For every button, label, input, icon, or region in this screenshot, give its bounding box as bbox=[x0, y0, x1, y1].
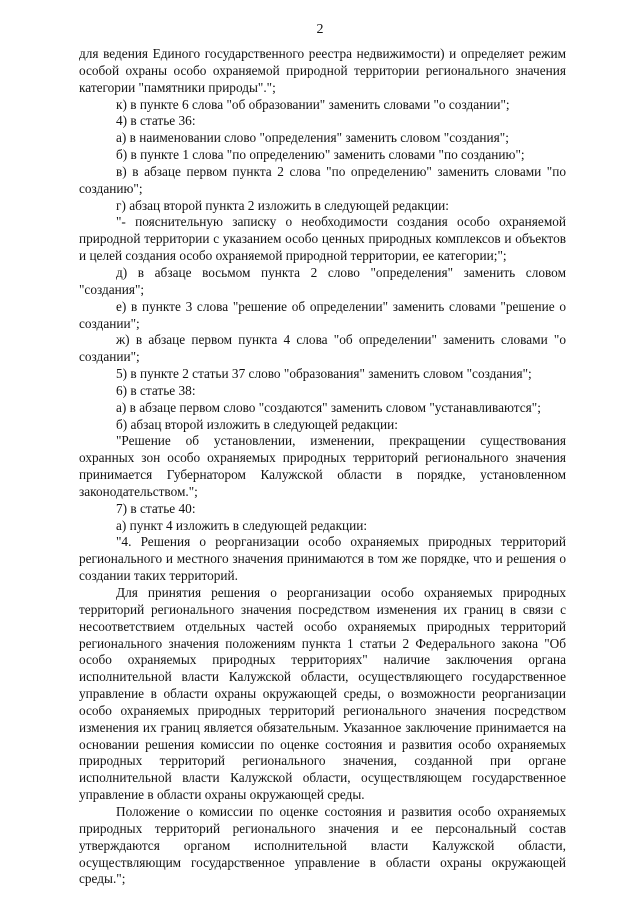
paragraph: а) пункт 4 изложить в следующей редакции: bbox=[116, 517, 368, 533]
paragraph: е) в пункте 3 слова "решение об определении" заменить словами "решение о создании"; bbox=[79, 298, 566, 331]
paragraph: ж) в абзаце первом пункта 4 слова "об определении" заменить словами "о создании"; bbox=[79, 332, 566, 365]
paragraph: 6) в статье 38: bbox=[116, 382, 196, 398]
document-body bbox=[79, 46, 566, 888]
paragraph: а) в абзаце первом слово "создаются" заменить словом "устанавливаются"; bbox=[116, 399, 541, 415]
paragraph: для ведения Единого государственного реестра недвижимости) и определяет режим особой охраны особо охраняемой природной территории регионального значения категории "памятники природы"."; bbox=[79, 46, 566, 95]
paragraph: 5) в пункте 2 статьи 37 слово "образования" заменить словом "создания"; bbox=[116, 366, 532, 382]
paragraph: 7) в статье 40: bbox=[116, 500, 196, 516]
paragraph: 4) в статье 36: bbox=[116, 113, 196, 129]
paragraph: в) в абзаце первом пункта 2 слова "по определению" заменить словами "по созданию"; bbox=[79, 163, 566, 196]
page-number: 2 bbox=[316, 22, 324, 37]
paragraph: "Решение об установлении, изменении, прекращении существования охранных зон особо охраняемых природных территорий регионального значения принимается Губернатором Калужской области в порядке, установленном законодательством."; bbox=[79, 433, 566, 499]
paragraph: к) в пункте 6 слова "об образовании" заменить словами "о создании"; bbox=[116, 96, 510, 112]
paragraph: а) в наименовании слово "определения" заменить словом "создания"; bbox=[116, 130, 509, 146]
paragraph: б) в пункте 1 слова "по определению" заменить словами "по созданию"; bbox=[116, 147, 525, 163]
paragraph: г) абзац второй пункта 2 изложить в следующей редакции: bbox=[116, 197, 449, 213]
paragraph: д) в абзаце восьмом пункта 2 слово "определения" заменить словом "создания"; bbox=[79, 264, 566, 297]
paragraph: Положение о комиссии по оценке состояния и развития особо охраняемых природных территорий регионального значения и ее персональный состав утверждаются органом исполнительной власти Калужской области, осуществляющим государственное управление в области охраны окружающей среды."; bbox=[79, 803, 566, 887]
paragraph: "- пояснительную записку о необходимости создания особо охраняемой природной территории с указанием особо ценных природных комплексов и объектов и целей создания особо охраняемой природной территории, ее категории;"; bbox=[79, 214, 566, 264]
paragraph: Для принятия решения о реорганизации особо охраняемых природных территорий регионального значения посредством изменения их границ в связи с несоответствием отдельных частей особо охраняемых природных территорий регионального значения положениям пункта 1 статьи 2 Федерального закона "Об особо охраняемых природных территориях" наличие заключения органа исполнительной власти Калужской области, осуществляющего государственное управление в области охраны окружающей среды, о возможности реорганизации особо охраняемых природных территорий регионального значения посредством изменения их границ является обязательным. Указанное заключение принимается на основании решения комиссии по оценке состояния и развития особо охраняемых природных территорий регионального значения, созданной при органе исполнительной власти Калужской области, осуществляющем государственное управление в области охраны окружающей среды. bbox=[79, 585, 566, 803]
paragraph: "4. Решения о реорганизации особо охраняемых природных территорий регионального и местного значения принимаются в том же порядке, что и решения о создании таких территорий. bbox=[79, 534, 566, 584]
paragraph: б) абзац второй изложить в следующей редакции: bbox=[116, 416, 398, 432]
